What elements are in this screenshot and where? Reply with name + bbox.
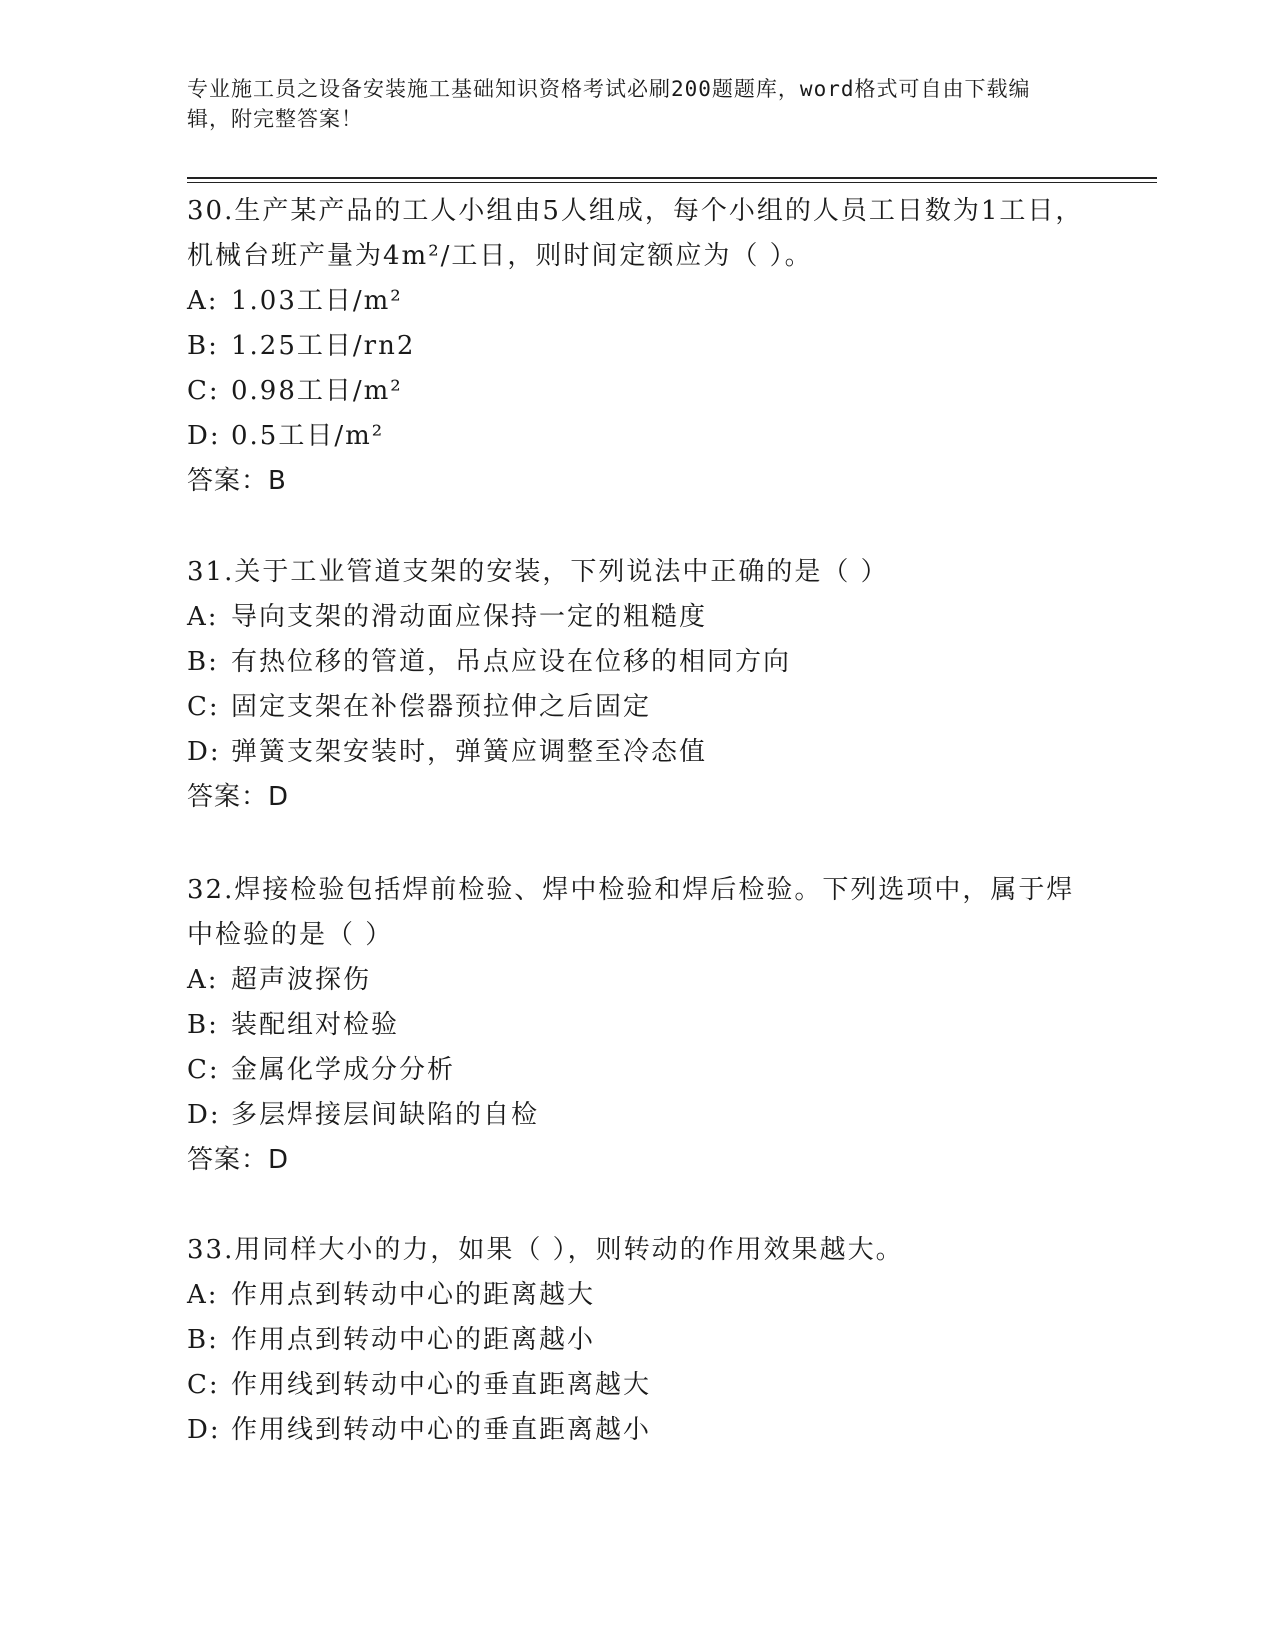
option-text: 作用线到转动中心的垂直距离越大 bbox=[231, 1370, 652, 1400]
option-key: B: bbox=[187, 331, 219, 361]
option-text: 作用点到转动中心的距离越大 bbox=[231, 1280, 596, 1310]
question-block bbox=[187, 189, 1087, 504]
question-stem: 32.焊接检验包括焊前检验、焊中检验和焊后检验。下列选项中，属于焊中检验的是（ ） bbox=[187, 875, 1075, 950]
option-d bbox=[187, 1408, 1087, 1453]
question-stem: 33.用同样大小的力，如果（ ），则转动的作用效果越大。 bbox=[187, 1235, 904, 1265]
option-key: C: bbox=[187, 692, 220, 722]
question-block bbox=[187, 550, 1087, 820]
option-b bbox=[187, 640, 1087, 685]
option-key: B: bbox=[187, 1010, 219, 1040]
question-block bbox=[187, 868, 1087, 1183]
option-b bbox=[187, 1003, 1087, 1048]
option-key: D: bbox=[187, 1100, 221, 1130]
option-a bbox=[187, 958, 1087, 1003]
answer-line: 答案：D bbox=[187, 782, 290, 812]
option-text: 作用点到转动中心的距离越小 bbox=[231, 1325, 596, 1355]
question-block bbox=[187, 1228, 1087, 1453]
option-key: B: bbox=[187, 647, 219, 677]
header-divider-thin bbox=[187, 182, 1157, 183]
question-stem: 30.生产某产品的工人小组由5人组成，每个小组的人员工日数为1工日，机械台班产量为4m²/工日，则时间定额应为（ ）。 bbox=[187, 196, 1084, 271]
option-key: C: bbox=[187, 1055, 220, 1085]
option-text: 超声波探伤 bbox=[231, 965, 372, 995]
option-text: 0.98工日/m² bbox=[231, 376, 403, 406]
option-c bbox=[187, 369, 1087, 414]
option-d bbox=[187, 1093, 1087, 1138]
option-a bbox=[187, 279, 1087, 324]
option-text: 多层焊接层间缺陷的自检 bbox=[231, 1100, 540, 1130]
option-key: C: bbox=[187, 1370, 220, 1400]
option-key: D: bbox=[187, 421, 221, 451]
option-key: A: bbox=[187, 1280, 219, 1310]
answer-line: 答案：B bbox=[187, 466, 287, 496]
option-text: 1.03工日/m² bbox=[231, 286, 403, 316]
option-key: B: bbox=[187, 1325, 219, 1355]
answer-line: 答案：D bbox=[187, 1145, 290, 1175]
option-text: 金属化学成分分析 bbox=[231, 1055, 456, 1085]
option-text: 装配组对检验 bbox=[231, 1010, 400, 1040]
option-key: D: bbox=[187, 1415, 221, 1445]
option-text: 作用线到转动中心的垂直距离越小 bbox=[231, 1415, 652, 1445]
option-b bbox=[187, 324, 1087, 369]
option-text: 导向支架的滑动面应保持一定的粗糙度 bbox=[231, 602, 708, 632]
option-d bbox=[187, 414, 1087, 459]
option-text: 弹簧支架安装时，弹簧应调整至冷态值 bbox=[231, 737, 708, 767]
option-text: 固定支架在补偿器预拉伸之后固定 bbox=[231, 692, 652, 722]
option-c bbox=[187, 1363, 1087, 1408]
document-intro: 专业施工员之设备安装施工基础知识资格考试必刷200题题库，word格式可自由下载编辑，附完整答案！ bbox=[187, 77, 1031, 131]
option-a bbox=[187, 595, 1087, 640]
option-key: A: bbox=[187, 965, 219, 995]
option-c bbox=[187, 1048, 1087, 1093]
option-d bbox=[187, 730, 1087, 775]
option-b bbox=[187, 1318, 1087, 1363]
header-divider bbox=[187, 177, 1157, 179]
option-key: A: bbox=[187, 286, 219, 316]
option-text: 1.25工日/rn2 bbox=[231, 331, 416, 361]
option-key: D: bbox=[187, 737, 221, 767]
option-key: C: bbox=[187, 376, 220, 406]
option-key: A: bbox=[187, 602, 219, 632]
option-c bbox=[187, 685, 1087, 730]
option-a bbox=[187, 1273, 1087, 1318]
option-text: 0.5工日/m² bbox=[231, 421, 385, 451]
question-stem: 31.关于工业管道支架的安装，下列说法中正确的是（ ） bbox=[187, 557, 889, 587]
option-text: 有热位移的管道，吊点应设在位移的相同方向 bbox=[231, 647, 792, 677]
